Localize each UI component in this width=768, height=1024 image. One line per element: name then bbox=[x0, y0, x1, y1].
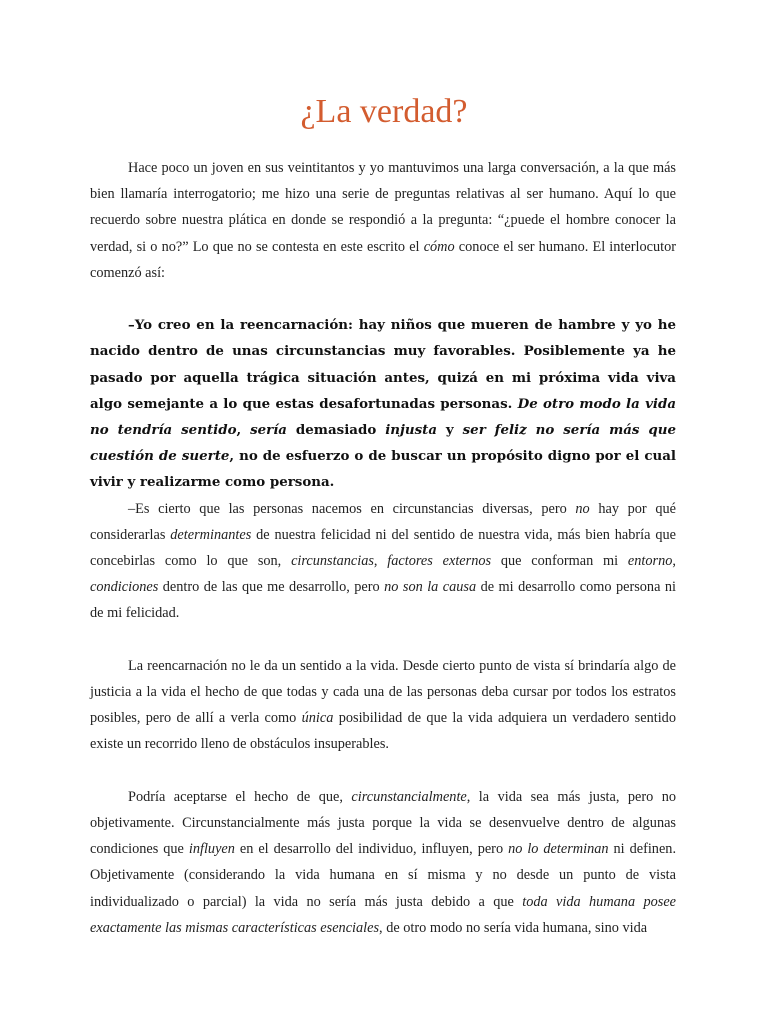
emphasis-text: determinantes bbox=[170, 526, 252, 543]
text-run: ni definen. Objetivamente (considerando la vida humana en sí misma y no desde un punto de vista individualizado o parcial) la vida no sería más justa debido a que bbox=[90, 841, 677, 910]
emphasis-text: entorno bbox=[627, 553, 673, 570]
emphasis-text: única bbox=[301, 710, 334, 727]
paragraph-gap bbox=[90, 758, 676, 784]
page-title: ¿La verdad? bbox=[300, 93, 468, 130]
document-body bbox=[90, 155, 676, 941]
text-run: –Yo creo en la reencarnación: hay niños que mueren de hambre y yo he nacido dentro de unas circunstancias muy favorables. Posiblemente ya he pasado por aquella trágica situación antes, quizá en mi próxima vida viva algo semejante a lo que estas desafortunadas personas. bbox=[90, 317, 676, 412]
text-run: Hace poco un joven en sus veintitantos y yo mantuvimos una larga conversación, a la que más bien llamaría interrogatorio; me hizo una serie de preguntas relativas al ser humano. Aquí lo que recuerdo sobre nuestra plática en donde se respondió a la pregunta: “¿puede el hombre conocer la verdad, si o no?” Lo que no se contesta en este escrito el bbox=[90, 160, 676, 255]
emphasis-text: De otro modo la vida no tendría sentido bbox=[90, 395, 677, 439]
text-run: en el desarrollo del individuo, influyen, pero bbox=[234, 841, 509, 858]
paragraph-response bbox=[90, 496, 676, 627]
paragraph-justice bbox=[90, 784, 676, 941]
text-run: , la vida sea más justa, pero no objetivamente. Circunstancialmente más justa porque la vida se desenvuelve dentro de algunas condiciones que bbox=[90, 788, 676, 858]
emphasis-text: no son la causa bbox=[384, 579, 477, 596]
emphasis-text: factores externos bbox=[387, 553, 492, 570]
emphasis-text: circunstancias bbox=[291, 553, 374, 570]
text-run: que conforman mi bbox=[491, 553, 628, 570]
emphasis-text: influyen bbox=[188, 841, 235, 858]
paragraph-gap bbox=[90, 286, 676, 312]
text-run: hay por qué considerarlas bbox=[90, 500, 676, 543]
emphasis-text: cómo bbox=[423, 238, 455, 255]
text-run: , bbox=[236, 422, 251, 439]
emphasis-text: no bbox=[575, 500, 590, 517]
emphasis-text: injusta bbox=[385, 422, 437, 439]
emphasis-text: circunstancialmente bbox=[351, 788, 467, 805]
text-run: La reencarnación no le da un sentido a la vida. Desde cierto punto de vista sí brindaría algo de justicia a la vida el hecho de que todas y cada una de las personas deba cursar por todos los estratos posibles, pero de allí a verla como bbox=[90, 657, 676, 727]
text-run: , bbox=[373, 553, 388, 570]
paragraph-gap bbox=[90, 627, 676, 653]
text-run: posibilidad de que la vida adquiera un verdadero sentido existe un recorrido lleno de obstáculos insuperables. bbox=[90, 710, 676, 753]
emphasis-text: sería bbox=[250, 422, 287, 439]
text-run: demasiado bbox=[287, 422, 386, 439]
text-run: conoce el ser humano. El interlocutor comenzó así: bbox=[90, 238, 676, 281]
text-run: , bbox=[672, 553, 676, 570]
text-run: –Es cierto que las personas nacemos en circunstancias diversas, pero bbox=[128, 500, 576, 517]
paragraph-intro bbox=[90, 155, 676, 286]
text-run: dentro de las que me desarrollo, pero bbox=[158, 579, 385, 596]
emphasis-text: condiciones bbox=[90, 579, 159, 596]
emphasis-text: toda vida humana posee exactamente las mismas características esenciales bbox=[90, 893, 677, 936]
emphasis-text: no lo determinan bbox=[508, 841, 609, 858]
text-run: y bbox=[437, 422, 463, 439]
text-run: , de otro modo no sería vida humana, sino vida bbox=[379, 919, 648, 936]
text-run: de mi desarrollo como persona ni de mi felicidad. bbox=[90, 579, 676, 622]
text-run: de nuestra felicidad ni del sentido de nuestra vida, más bien habría que concebirlas como lo que son, bbox=[90, 526, 676, 570]
paragraph-reincarnation bbox=[90, 653, 676, 758]
text-run: Podría aceptarse el hecho de que, bbox=[128, 788, 352, 805]
text-run: , no de esfuerzo o de buscar un propósito digno por el cual vivir y realizarme como persona. bbox=[90, 448, 676, 491]
paragraph-interlocutor bbox=[90, 312, 676, 495]
emphasis-text: ser feliz no sería más que cuestión de suerte bbox=[90, 422, 676, 465]
